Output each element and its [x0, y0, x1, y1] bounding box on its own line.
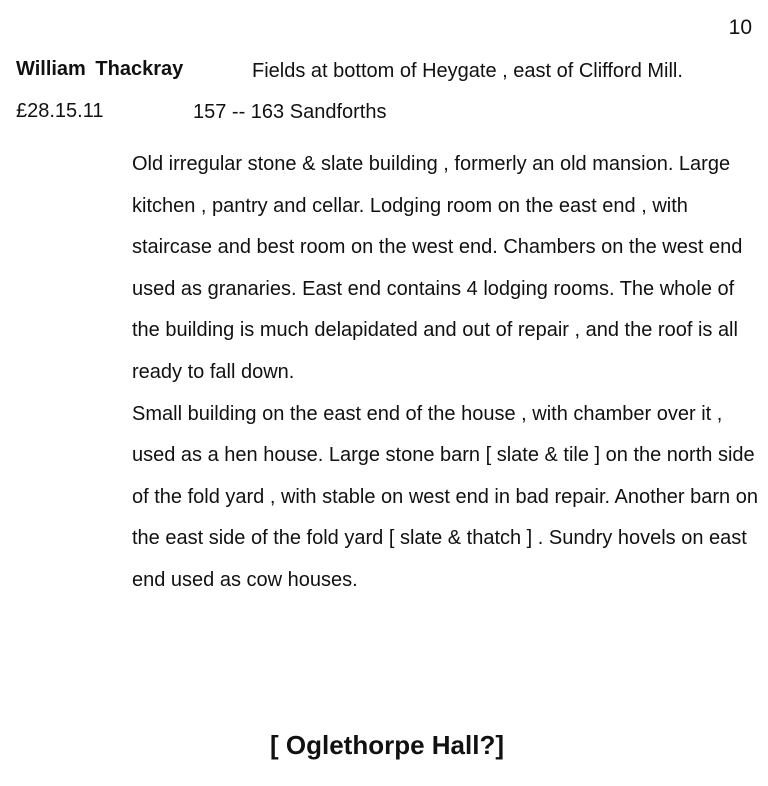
property-location: Fields at bottom of Heygate , east of Clifford Mill. — [252, 60, 683, 82]
page-number: 10 — [728, 16, 752, 39]
plot-references: 157 -- 163 Sandforths — [193, 101, 387, 123]
hall-identification: [ Oglethorpe Hall?] — [270, 730, 504, 760]
property-description — [132, 144, 758, 602]
rent-value: £28.15.11 — [16, 100, 104, 122]
description-paragraph-outbuildings: Small building on the east end of the house , with chamber over it , used as a hen house. Large stone barn [ slate & tile ] on the north side of the fold yard , with stable on west end in bad repair. Another barn on the east side of the fold yard [ slate & thatch ] . Sundry hovels on east end used as cow houses. — [132, 402, 758, 591]
description-paragraph-house: Old irregular stone & slate building , formerly an old mansion. Large kitchen , pantry and cellar. Lodging room on the east end , with staircase and best room on the west end. Chambers on the west end used as granaries. East end contains 4 lodging rooms. The whole of the building is much delapidated and out of repair , and the roof is all ready to fall down. — [132, 153, 743, 383]
tenant-name: William Thackray — [16, 58, 184, 80]
